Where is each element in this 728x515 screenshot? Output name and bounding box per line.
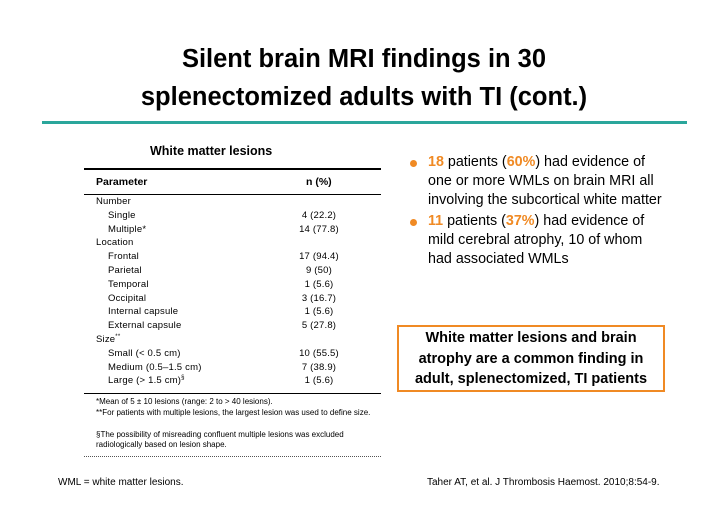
table-row — [84, 196, 381, 210]
row-value: 7 (38.9) — [301, 361, 337, 373]
row-value: 5 (27.8) — [301, 320, 337, 332]
table-bottom-rule — [84, 393, 381, 394]
table-row — [84, 210, 381, 224]
table-header-n: n (%) — [306, 176, 332, 188]
finding-percent: 60% — [506, 154, 536, 170]
table-row — [84, 306, 381, 320]
row-label-mark: ** — [115, 334, 121, 340]
finding-wml — [410, 153, 670, 210]
bullet-dot-icon — [410, 160, 417, 167]
row-value: 17 (94.4) — [299, 251, 339, 263]
row-value: 1 (5.6) — [304, 306, 334, 318]
row-label: Single — [108, 209, 136, 221]
conclusion-box: White matter lesions and brain atrophy are a common finding in adult, splenectomized, TI patients — [397, 325, 665, 392]
table-header-parameter: Parameter — [96, 176, 148, 188]
row-label: Occipital — [108, 292, 147, 304]
findings-list — [410, 153, 670, 271]
slide-title-line1: Silent brain MRI findings in 30 — [181, 45, 547, 73]
row-label: Size** — [96, 334, 121, 346]
row-value: 3 (16.7) — [301, 292, 337, 304]
table-top-rule — [84, 168, 381, 170]
table-row — [84, 251, 381, 265]
table-header-rule — [84, 194, 381, 195]
finding-percent: 37% — [505, 213, 535, 229]
row-label-mark: § — [181, 375, 185, 382]
row-label: Temporal — [108, 278, 149, 290]
row-value: 1 (5.6) — [304, 375, 334, 387]
row-value: 10 (55.5) — [299, 347, 339, 359]
title-divider — [42, 121, 687, 124]
row-label: Large (> 1.5 cm)§ — [108, 375, 185, 387]
table-caption: White matter lesions — [150, 144, 273, 158]
row-label: Multiple* — [108, 223, 147, 235]
table-row — [84, 265, 381, 279]
row-label: Internal capsule — [108, 306, 179, 318]
finding-text: patients ( — [443, 154, 507, 170]
row-label: External capsule — [108, 320, 182, 332]
row-label: Location — [96, 237, 134, 249]
footnote-misreading: §The possibility of misreading confluent multiple lesions was excluded radiologically based on lesion shape. — [96, 430, 344, 449]
row-value: 14 (77.8) — [299, 223, 339, 235]
citation: Taher AT, et al. J Thrombosis Haemost. 2010;8:54-9. — [427, 477, 660, 488]
table-row — [84, 293, 381, 307]
row-label: Parietal — [108, 265, 142, 276]
footnote-size: **For patients with multiple lesions, the largest lesion was used to define size. — [96, 408, 371, 417]
slide-title — [0, 40, 728, 116]
table-row — [84, 279, 381, 293]
row-label: Number — [96, 196, 131, 207]
row-label: Small (< 0.5 cm) — [108, 347, 181, 359]
finding-count: 18 — [428, 154, 444, 170]
table-row — [84, 320, 381, 334]
row-value: 1 (5.6) — [304, 278, 334, 290]
finding-text: ) had evidence of one or more WMLs on brain MRI all involving the subcortical white matter — [428, 154, 662, 208]
row-label: Medium (0.5–1.5 cm) — [108, 361, 202, 373]
footnote-mean: *Mean of 5 ± 10 lesions (range: 2 to > 40 lesions). — [96, 397, 273, 406]
abbreviation-footnote: WML = white matter lesions. — [58, 477, 184, 488]
table-row — [84, 237, 381, 251]
row-value: 9 (50) — [305, 265, 333, 276]
table-row — [84, 224, 381, 238]
table-row — [84, 375, 381, 389]
table-row — [84, 362, 381, 376]
footnote-rule — [84, 456, 381, 457]
row-label: Frontal — [108, 251, 139, 263]
slide-title-line2: splenectomized adults with TI (cont.) — [140, 83, 588, 111]
finding-text: patients ( — [443, 213, 506, 229]
bullet-dot-icon — [410, 219, 417, 226]
row-value: 4 (22.2) — [301, 209, 337, 221]
finding-text: ) had evidence of mild cerebral atrophy, 10 of whom had associated WMLs — [428, 213, 645, 267]
table-row — [84, 348, 381, 362]
finding-atrophy — [410, 212, 670, 269]
table-row — [84, 334, 381, 348]
finding-count: 11 — [428, 213, 444, 229]
